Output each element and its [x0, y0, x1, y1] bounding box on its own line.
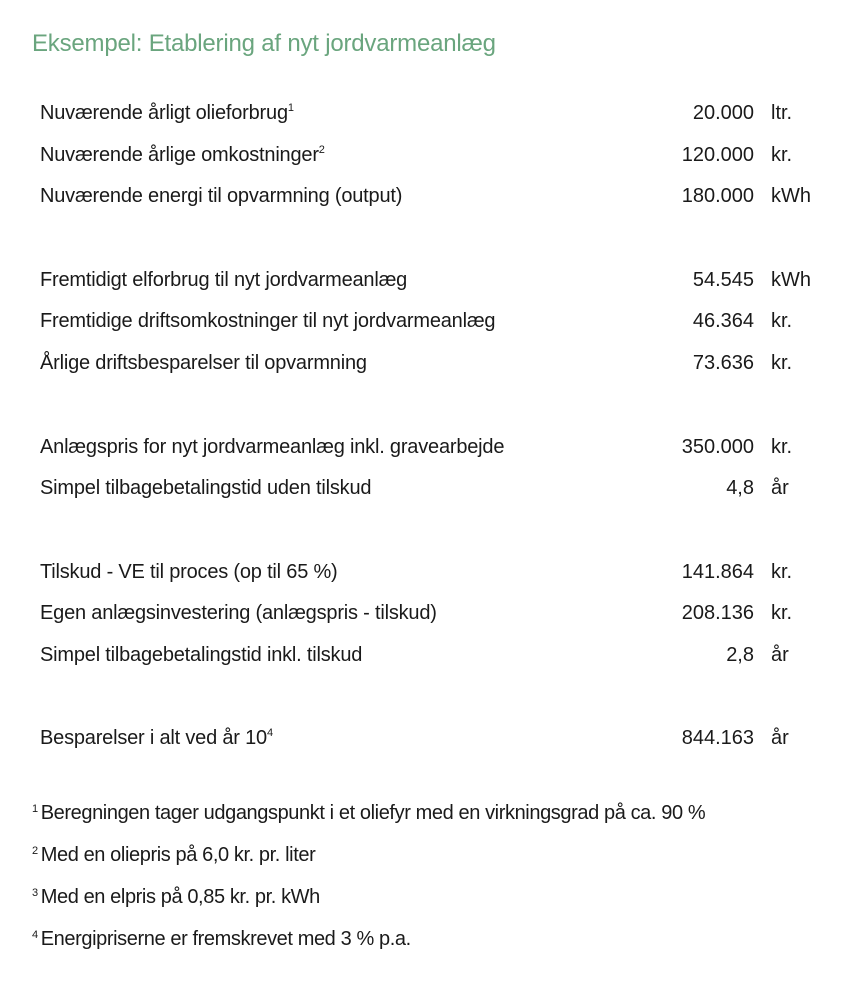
row-unit: ltr.	[771, 102, 793, 124]
table-row	[40, 135, 830, 177]
row-label: Nuværende energi til opvarmning (output)	[40, 185, 403, 208]
footnote-text: Med en elpris på 0,85 kr. pr. kWh	[40, 886, 320, 908]
row-value: 73.636	[692, 352, 754, 375]
row-label: Anlægspris for nyt jordvarmeanlæg inkl. gravearbejde	[40, 435, 505, 458]
row-label: Simpel tilbagebetalingstid uden tilskud	[40, 477, 372, 500]
row-value: 2,8	[726, 643, 754, 666]
row-unit: kr.	[771, 310, 793, 333]
footnote-text: Med en oliepris på 6,0 kr. pr. liter	[40, 844, 316, 866]
spacer	[40, 677, 830, 719]
row-label: Egen anlægsinvestering (anlægspris - tilskud)	[40, 602, 437, 625]
row-unit: år	[771, 643, 789, 666]
table-row	[40, 427, 830, 469]
spacer	[40, 385, 830, 427]
footnote-text: Energipriserne er fremskrevet med 3 % p.a.	[40, 928, 411, 950]
row-value: 844.163	[681, 727, 754, 750]
row-label: Besparelser i alt ved år $10^4$	[40, 727, 273, 750]
calculation-table	[40, 93, 830, 760]
footnote	[32, 918, 842, 960]
row-unit: kr.	[771, 435, 793, 458]
row-value: 54.545	[692, 268, 754, 291]
row-label: Årlige driftsbesparelser til opvarmning	[40, 352, 367, 375]
footnotes	[32, 792, 842, 960]
row-label: Fremtidige driftsomkostninger til nyt jordvarmeanlæg	[40, 310, 496, 333]
footnote-number: 4	[32, 929, 38, 941]
row-label: Nuværende årlige omkostninger$^2$	[40, 143, 325, 166]
row-label: Fremtidigt elforbrug til nyt jordvarmeanlæg	[40, 268, 408, 291]
table-row	[40, 635, 830, 677]
row-value: 20.000	[692, 102, 754, 124]
row-unit: kWh	[771, 185, 811, 208]
row-label: Simpel tilbagebetalingstid inkl. tilskud	[40, 643, 363, 666]
table-row	[40, 176, 830, 218]
footnote	[32, 876, 842, 918]
row-unit: kr.	[771, 602, 793, 625]
row-unit: år	[771, 727, 789, 750]
row-unit: år	[771, 477, 789, 500]
footnote-ref: 2	[318, 143, 325, 156]
footnote-number: 1	[32, 803, 38, 815]
row-label: Tilskud - VE til proces (op til 65 %)	[40, 560, 338, 583]
table-row	[40, 593, 830, 635]
table-row	[40, 718, 830, 760]
row-value: 208.136	[681, 602, 754, 625]
row-unit: kr.	[771, 143, 793, 166]
spacer	[40, 218, 830, 260]
row-unit: kWh	[771, 268, 811, 291]
row-value: 120.000	[681, 143, 754, 166]
footnote-ref: 1	[287, 102, 294, 114]
footnote	[32, 792, 842, 834]
page-title: Eksempel: Etablering af nyt jordvarmeanlæg	[32, 30, 496, 57]
row-unit: kr.	[771, 560, 793, 583]
table-row	[40, 260, 830, 302]
spacer	[40, 510, 830, 552]
table-row	[40, 301, 830, 343]
row-value: 46.364	[692, 310, 754, 333]
table-row	[40, 93, 830, 135]
row-value: 141.864	[681, 560, 754, 583]
table-row	[40, 468, 830, 510]
footnote-ref: 4	[266, 727, 273, 740]
row-value: 350.000	[681, 435, 754, 458]
table-row	[40, 552, 830, 594]
row-label: Nuværende årligt olieforbrug$^1$	[40, 102, 294, 124]
table-row	[40, 343, 830, 385]
footnote-number: 3	[32, 887, 38, 899]
row-unit: kr.	[771, 352, 793, 375]
row-value: 180.000	[681, 185, 754, 208]
row-value: 4,8	[726, 477, 754, 500]
footnote	[32, 834, 842, 876]
footnote-number: 2	[32, 845, 38, 857]
footnote-text: Beregningen tager udgangspunkt i et oliefyr med en virkningsgrad på ca. 90 %	[40, 802, 706, 824]
